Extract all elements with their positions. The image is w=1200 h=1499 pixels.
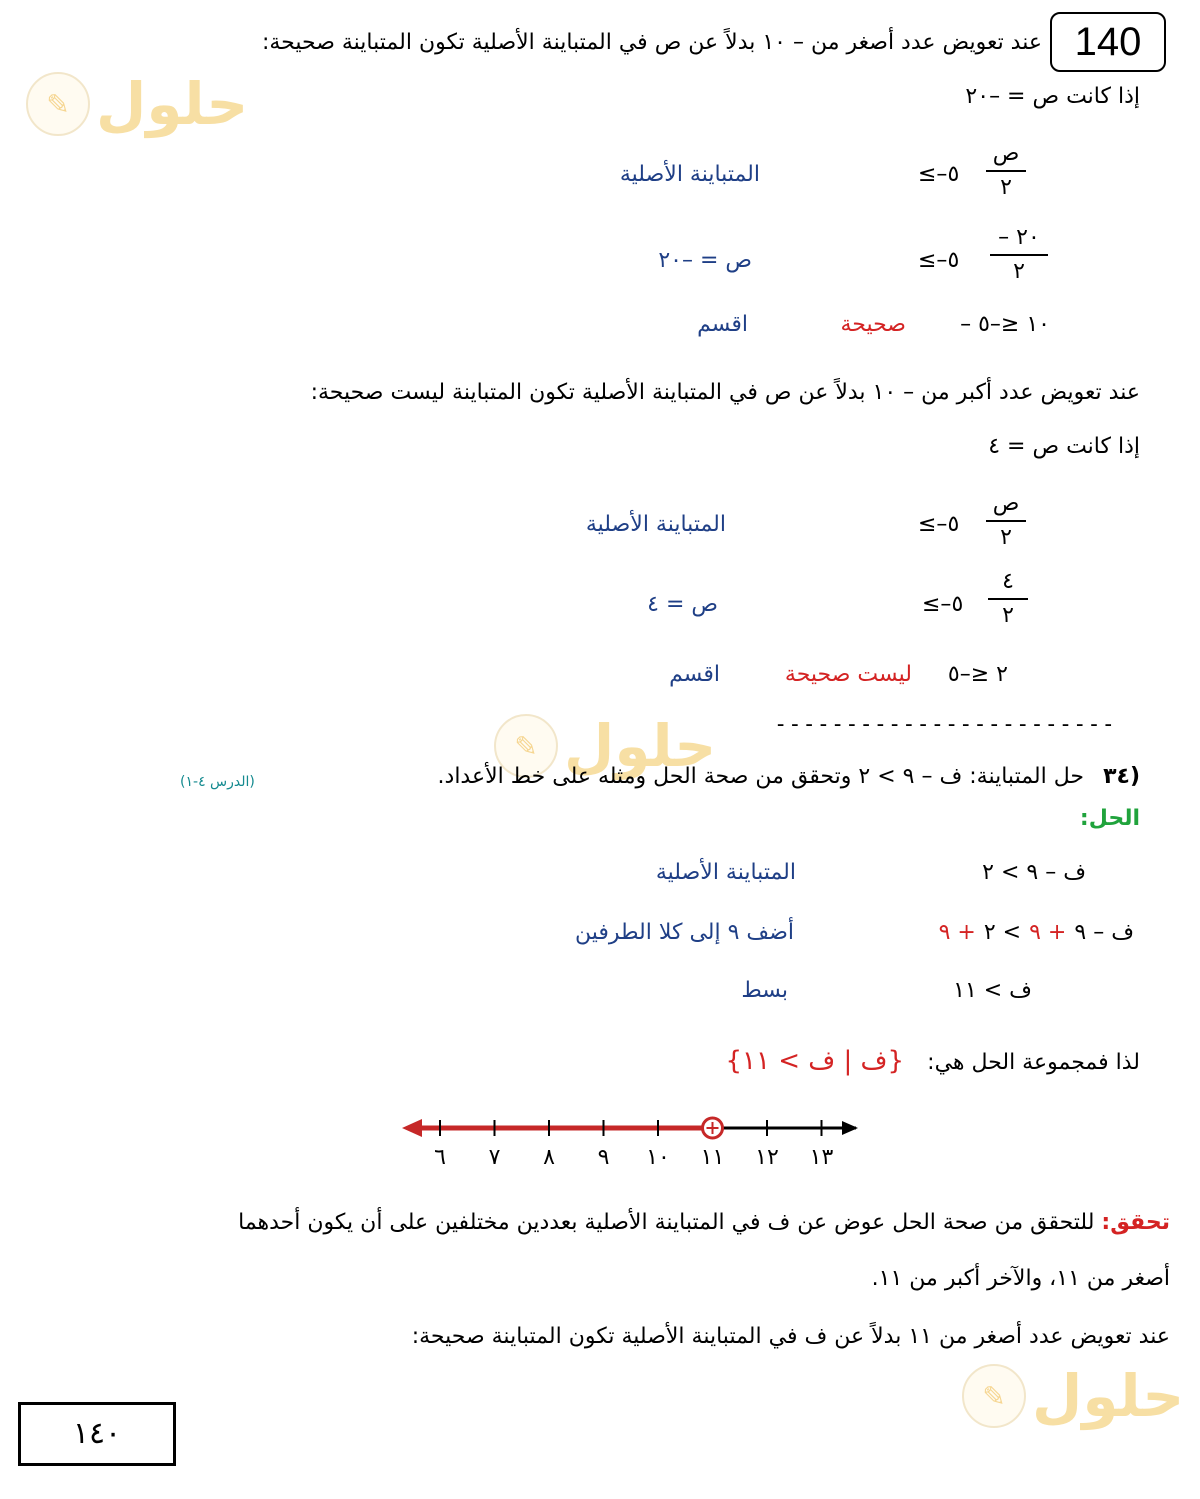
section1-row1-note: المتباينة الأصلية bbox=[619, 162, 760, 187]
step3-expression: ف > ١١ bbox=[953, 978, 1032, 1003]
section2-row2-rhs: ≤–٥ bbox=[922, 592, 964, 617]
section1-row3-expr: – ١٠ ≤–٥ bbox=[960, 312, 1050, 337]
step2-expression: ف – ٩ + ٩ > ٢ + ٩ bbox=[938, 920, 1134, 945]
section2-fraction-1: ص ٢ bbox=[986, 490, 1026, 552]
section1-row2-rhs: ≤–٥ bbox=[918, 248, 960, 273]
check-line3: عند تعويض عدد أصغر من ١١ بدلاً عن ف في المتباينة الأصلية تكون المتباينة صحيحة: bbox=[411, 1324, 1170, 1349]
lesson-reference: (الدرس ٤-١) bbox=[180, 774, 255, 790]
section1-if-line: إذا كانت ص = –٢٠ bbox=[965, 84, 1140, 109]
solution-set-value: {ف | ف > ١١} bbox=[725, 1046, 904, 1076]
tick-label: ١١ bbox=[700, 1145, 725, 1170]
problem-statement: حل المتباينة: ف – ٩ > ٢ وتحقق من صحة الحل ومثله على خط الأعداد. bbox=[437, 764, 1084, 789]
section1-row3-result: صحيحة bbox=[840, 312, 906, 337]
left-arrow-icon bbox=[402, 1119, 422, 1137]
section1-row2-note: ص = –٢٠ bbox=[658, 248, 752, 273]
check-line2: أصغر من ١١، والآخر أكبر من ١١. bbox=[871, 1266, 1170, 1291]
section1-intro: عند تعويض عدد أصغر من – ١٠ بدلاً عن ص في المتباينة الأصلية تكون المتباينة صحيحة: bbox=[261, 30, 1042, 55]
section2-row1-note: المتباينة الأصلية bbox=[585, 512, 726, 537]
tick-label: ١٢ bbox=[755, 1145, 779, 1170]
section1-fraction-1: ص ٢ bbox=[986, 140, 1026, 202]
separator-dashes: ------------------------ bbox=[774, 712, 1116, 737]
solution-set-label: لذا فمجموعة الحل هي: bbox=[927, 1050, 1140, 1075]
watermark-middle: ✎ حلول bbox=[494, 712, 716, 780]
solution-label: الحل: bbox=[1079, 806, 1140, 831]
check-line1: تحقق: للتحقق من صحة الحل عوض عن ف في المتباينة الأصلية بعددين مختلفين على أن يكون أحدهما bbox=[238, 1210, 1170, 1235]
step3-note: بسط bbox=[741, 978, 788, 1003]
right-arrow-icon bbox=[842, 1121, 858, 1135]
section2-row3-note: اقسم bbox=[669, 662, 720, 687]
section2-row1-rhs: ≤–٥ bbox=[918, 512, 960, 537]
step1-note: المتباينة الأصلية bbox=[655, 860, 796, 885]
book-icon: ✎ bbox=[962, 1364, 1026, 1428]
step1-expression: ف – ٩ > ٢ bbox=[982, 860, 1086, 885]
watermark-bottom-right: ✎ حلول bbox=[962, 1362, 1184, 1430]
tick-label: ٦ bbox=[434, 1145, 446, 1170]
book-icon: ✎ bbox=[494, 714, 558, 778]
tick-label: ٧ bbox=[488, 1145, 501, 1170]
step2-note: أضف ٩ إلى كلا الطرفين bbox=[574, 920, 794, 945]
section2-row2-note: ص = ٤ bbox=[647, 592, 718, 617]
check-label: تحقق: bbox=[1101, 1210, 1170, 1235]
section2-row3-expr: ٢ ≤–٥ bbox=[947, 662, 1008, 687]
page-number-box-top: 140 bbox=[1050, 12, 1166, 72]
book-icon: ✎ bbox=[26, 72, 90, 136]
problem-number: ٣٤) bbox=[1103, 764, 1140, 789]
section2-if-line: إذا كانت ص = ٤ bbox=[988, 434, 1140, 459]
watermark-top-left: ✎ حلول bbox=[26, 70, 248, 138]
tick-label: ٩ bbox=[597, 1145, 610, 1170]
section1-fraction-2: – ٢٠ ٢ bbox=[990, 224, 1048, 286]
section2-row3-result: ليست صحيحة bbox=[784, 662, 912, 687]
tick-label: ٨ bbox=[543, 1145, 555, 1170]
section1-row1-rhs: ≤–٥ bbox=[918, 162, 960, 187]
section1-row3-note: اقسم bbox=[697, 312, 748, 337]
tick-label: ١٠ bbox=[646, 1145, 670, 1170]
section2-intro: عند تعويض عدد أكبر من – ١٠ بدلاً عن ص في المتباينة الأصلية تكون المتباينة ليست صحيحة: bbox=[310, 380, 1140, 405]
tick-label: ١٣ bbox=[809, 1145, 834, 1170]
section2-fraction-2: ٤ ٢ bbox=[988, 568, 1028, 630]
page-number-box-bottom: ١٤٠ bbox=[18, 1402, 176, 1466]
number-line bbox=[396, 1104, 876, 1178]
